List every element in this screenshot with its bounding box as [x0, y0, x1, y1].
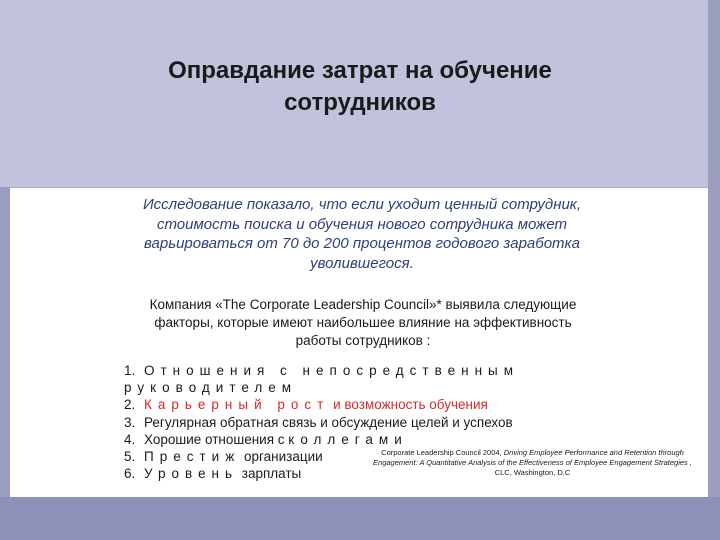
citation-note — [345, 448, 720, 478]
factor-item-2 — [124, 396, 544, 413]
citation-title: Driving Employee Performance and Retention through — [503, 448, 684, 457]
footer-band — [0, 497, 720, 540]
citation-line-3: CLC, Washington, D.C — [494, 468, 571, 477]
factor-item-3 — [124, 414, 544, 431]
intro-line: варьироваться от 70 до 200 процентов годового заработка — [144, 235, 580, 252]
factor-text: зарплаты — [238, 466, 302, 482]
company-paragraph — [118, 296, 608, 350]
citation-line-1 — [345, 448, 720, 458]
intro-line: стоимость поиска и обучения нового сотрудника может — [156, 215, 568, 233]
factor-text: Хорошие отношения с — [144, 431, 289, 447]
factor-highlight: Карьерный рост — [144, 397, 330, 413]
factor-number: 1. — [124, 363, 136, 378]
factor-text: организации — [240, 449, 323, 465]
factor-item-1 — [124, 362, 544, 396]
intro-line: уволившегося. — [310, 254, 414, 272]
citation-line-2 — [345, 458, 720, 468]
factor-number: 6. — [124, 466, 136, 482]
factor-number: 5. — [124, 449, 136, 465]
factor-number: 2. — [124, 397, 136, 413]
factor-number: 4. — [124, 431, 136, 447]
factor-spaced-text: Уровень — [144, 466, 239, 482]
factor-spaced-text: коллегами — [288, 431, 408, 447]
factor-text: Отношения с непосредственным руководителем — [124, 363, 520, 396]
company-line: Компания «The Corporate Leadership Council»* выявила следующие — [149, 297, 577, 312]
company-line: работы сотрудников : — [295, 333, 431, 348]
factor-text: и возможность обучения — [329, 397, 488, 413]
citation-source: Corporate Leadership Council 2004, — [381, 448, 504, 457]
slide-title — [100, 55, 620, 119]
title-line-1: Оправдание затрат на обучение — [168, 57, 552, 84]
factor-number: 3. — [124, 414, 136, 430]
factor-item-4 — [124, 431, 544, 448]
company-line: факторы, которые имеют наибольшее влияние на эффективность — [154, 315, 572, 330]
intro-paragraph — [112, 195, 612, 273]
left-decorative-strip — [0, 187, 10, 497]
title-line-2: сотрудников — [284, 89, 436, 116]
citation-title-cont: Engagement: A Quantitative Analysis of the Effectiveness of Employee Engagement Strategies , — [373, 458, 692, 467]
factor-text: Регулярная обратная связь и обсуждение целей и успехов — [144, 414, 513, 430]
intro-line: Исследование показало, что если уходит ценный сотрудник, — [142, 196, 582, 213]
factor-spaced-text: Престиж — [144, 449, 241, 465]
